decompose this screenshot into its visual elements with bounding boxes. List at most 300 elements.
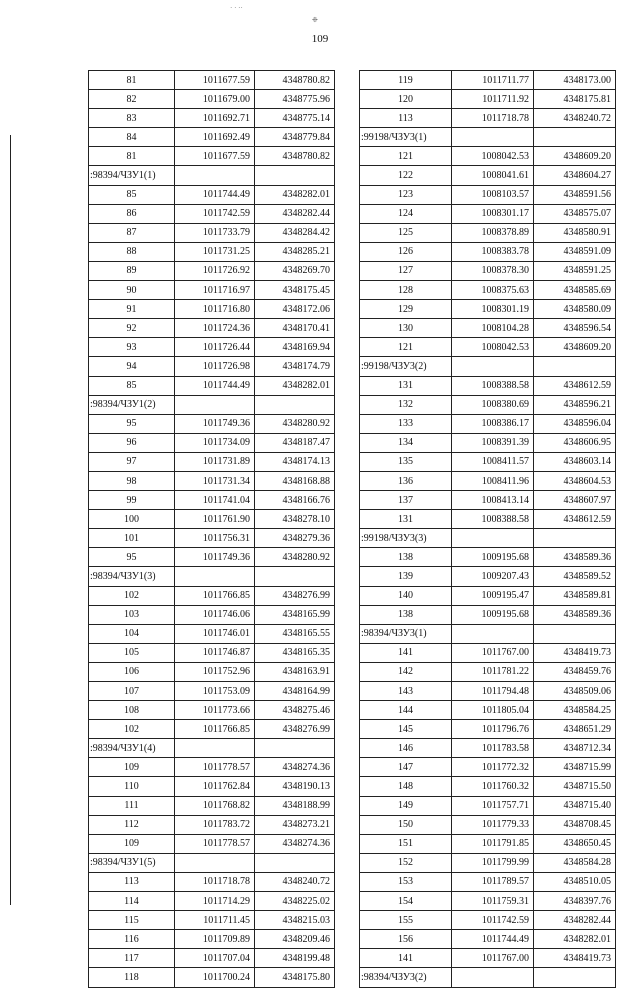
point-number-cell: 134 [360, 433, 452, 452]
x-coordinate-cell: 1011724.36 [175, 319, 255, 338]
y-coordinate-cell: 4348280.92 [255, 548, 335, 567]
point-number-cell: 156 [360, 930, 452, 949]
table-row [360, 739, 616, 758]
x-coordinate-cell: 1008042.53 [452, 338, 534, 357]
table-row [360, 319, 616, 338]
x-coordinate-cell: 1011726.98 [175, 357, 255, 376]
y-coordinate-cell: 4348279.36 [255, 529, 335, 548]
point-number-cell: 150 [360, 815, 452, 834]
y-coordinate-cell: 4348165.35 [255, 643, 335, 662]
point-number-cell: 141 [360, 643, 452, 662]
y-coordinate-cell: 4348596.54 [534, 319, 616, 338]
y-coordinate-cell: 4348580.91 [534, 223, 616, 242]
table-row [89, 548, 335, 567]
x-coordinate-cell: 1008375.63 [452, 281, 534, 300]
y-coordinate-cell: 4348169.94 [255, 338, 335, 357]
point-number-cell: 112 [89, 815, 175, 834]
y-coordinate-cell: 4348164.99 [255, 682, 335, 701]
y-coordinate-cell: 4348419.73 [534, 643, 616, 662]
y-coordinate-cell: 4348240.72 [534, 109, 616, 128]
table-row [89, 261, 335, 280]
y-coordinate-cell [534, 529, 616, 548]
table-row [89, 223, 335, 242]
x-coordinate-cell: 1008413.14 [452, 491, 534, 510]
coordinates-table-right [359, 70, 616, 988]
table-row [360, 853, 616, 872]
table-row [89, 586, 335, 605]
y-coordinate-cell: 4348174.79 [255, 357, 335, 376]
table-row [89, 701, 335, 720]
table-row [360, 777, 616, 796]
point-number-cell: 90 [89, 281, 175, 300]
point-number-cell: 126 [360, 242, 452, 261]
y-coordinate-cell: 4348166.76 [255, 491, 335, 510]
y-coordinate-cell: 4348609.20 [534, 338, 616, 357]
x-coordinate-cell: 1011726.44 [175, 338, 255, 357]
x-coordinate-cell: 1011781.22 [452, 662, 534, 681]
x-coordinate-cell: 1011761.90 [175, 510, 255, 529]
x-coordinate-cell: 1011760.32 [452, 777, 534, 796]
x-coordinate-cell: 1011677.59 [175, 147, 255, 166]
point-number-cell: 113 [89, 872, 175, 891]
x-coordinate-cell: 1011805.04 [452, 701, 534, 720]
parcel-id-cell: :98394/ЧЗУ3(2) [360, 968, 452, 987]
table-row [89, 682, 335, 701]
table-row [360, 567, 616, 586]
x-coordinate-cell: 1011752.96 [175, 662, 255, 681]
x-coordinate-cell: 1011700.24 [175, 968, 255, 987]
table-group-row [360, 968, 616, 987]
point-number-cell: 96 [89, 433, 175, 452]
table-row [89, 71, 335, 90]
point-number-cell: 153 [360, 872, 452, 891]
y-coordinate-cell [255, 166, 335, 185]
point-number-cell: 152 [360, 853, 452, 872]
table-row [89, 147, 335, 166]
x-coordinate-cell: 1011767.00 [452, 643, 534, 662]
table-row [360, 720, 616, 739]
point-number-cell: 92 [89, 319, 175, 338]
x-coordinate-cell: 1008386.17 [452, 414, 534, 433]
x-coordinate-cell: 1011757.71 [452, 796, 534, 815]
x-coordinate-cell: 1011707.04 [175, 949, 255, 968]
point-number-cell: 83 [89, 109, 175, 128]
y-coordinate-cell: 4348240.72 [255, 872, 335, 891]
point-number-cell: 143 [360, 682, 452, 701]
y-coordinate-cell: 4348712.34 [534, 739, 616, 758]
point-number-cell: 130 [360, 319, 452, 338]
x-coordinate-cell [452, 624, 534, 643]
y-coordinate-cell [255, 739, 335, 758]
table-row [360, 376, 616, 395]
y-coordinate-cell: 4348175.80 [255, 968, 335, 987]
table-row [360, 471, 616, 490]
point-number-cell: 95 [89, 548, 175, 567]
table-group-row [89, 853, 335, 872]
parcel-id-cell: :99198/ЧЗУ3(2) [360, 357, 452, 376]
y-coordinate-cell: 4348190.13 [255, 777, 335, 796]
x-coordinate-cell: 1011772.32 [452, 758, 534, 777]
table-row [89, 491, 335, 510]
point-number-cell: 107 [89, 682, 175, 701]
x-coordinate-cell: 1011762.84 [175, 777, 255, 796]
x-coordinate-cell: 1011734.09 [175, 433, 255, 452]
point-number-cell: 140 [360, 586, 452, 605]
y-coordinate-cell: 4348584.28 [534, 853, 616, 872]
x-coordinate-cell: 1011753.09 [175, 682, 255, 701]
y-coordinate-cell: 4348596.04 [534, 414, 616, 433]
point-number-cell: 109 [89, 834, 175, 853]
table-row [89, 510, 335, 529]
table-row [360, 166, 616, 185]
y-coordinate-cell: 4348589.52 [534, 567, 616, 586]
x-coordinate-cell: 1011677.59 [175, 71, 255, 90]
point-number-cell: 116 [89, 930, 175, 949]
y-coordinate-cell: 4348282.01 [255, 185, 335, 204]
table-row [360, 71, 616, 90]
x-coordinate-cell: 1011731.89 [175, 452, 255, 471]
table-row [89, 433, 335, 452]
table-row [89, 911, 335, 930]
x-coordinate-cell: 1011799.99 [452, 853, 534, 872]
point-number-cell: 81 [89, 71, 175, 90]
table-row [360, 414, 616, 433]
point-number-cell: 128 [360, 281, 452, 300]
y-coordinate-cell: 4348715.99 [534, 758, 616, 777]
x-coordinate-cell: 1008041.61 [452, 166, 534, 185]
point-number-cell: 149 [360, 796, 452, 815]
y-coordinate-cell: 4348274.36 [255, 758, 335, 777]
point-number-cell: 138 [360, 548, 452, 567]
x-coordinate-cell: 1011711.45 [175, 911, 255, 930]
table-row [89, 300, 335, 319]
x-coordinate-cell: 1011778.57 [175, 834, 255, 853]
x-coordinate-cell: 1011779.33 [452, 815, 534, 834]
table-row [360, 892, 616, 911]
y-coordinate-cell: 4348606.95 [534, 433, 616, 452]
y-coordinate-cell: 4348188.99 [255, 796, 335, 815]
point-number-cell: 123 [360, 185, 452, 204]
scan-noise-mark: ❉ [312, 16, 318, 24]
parcel-id-cell: :99198/ЧЗУ3(3) [360, 529, 452, 548]
table-row [89, 128, 335, 147]
point-number-cell: 94 [89, 357, 175, 376]
x-coordinate-cell: 1011726.92 [175, 261, 255, 280]
x-coordinate-cell: 1011716.80 [175, 300, 255, 319]
x-coordinate-cell: 1008388.58 [452, 376, 534, 395]
x-coordinate-cell: 1008391.39 [452, 433, 534, 452]
point-number-cell: 142 [360, 662, 452, 681]
point-number-cell: 147 [360, 758, 452, 777]
table-group-row [360, 357, 616, 376]
x-coordinate-cell: 1011778.57 [175, 758, 255, 777]
x-coordinate-cell: 1009207.43 [452, 567, 534, 586]
y-coordinate-cell: 4348282.01 [534, 930, 616, 949]
y-coordinate-cell [534, 624, 616, 643]
y-coordinate-cell: 4348591.09 [534, 242, 616, 261]
x-coordinate-cell: 1011718.78 [175, 872, 255, 891]
point-number-cell: 138 [360, 605, 452, 624]
point-number-cell: 131 [360, 376, 452, 395]
point-number-cell: 121 [360, 338, 452, 357]
x-coordinate-cell: 1008104.28 [452, 319, 534, 338]
table-row [89, 605, 335, 624]
y-coordinate-cell: 4348282.01 [255, 376, 335, 395]
y-coordinate-cell [255, 567, 335, 586]
y-coordinate-cell: 4348165.99 [255, 605, 335, 624]
table-group-row [89, 567, 335, 586]
table-row [89, 319, 335, 338]
point-number-cell: 118 [89, 968, 175, 987]
x-coordinate-cell: 1008042.53 [452, 147, 534, 166]
point-number-cell: 85 [89, 376, 175, 395]
y-coordinate-cell: 4348273.21 [255, 815, 335, 834]
point-number-cell: 110 [89, 777, 175, 796]
table-row [360, 300, 616, 319]
table-row [89, 834, 335, 853]
y-coordinate-cell: 4348275.46 [255, 701, 335, 720]
x-coordinate-cell: 1011789.57 [452, 872, 534, 891]
table-row [360, 433, 616, 452]
point-number-cell: 125 [360, 223, 452, 242]
x-coordinate-cell: 1008301.19 [452, 300, 534, 319]
y-coordinate-cell: 4348603.14 [534, 452, 616, 471]
y-coordinate-cell: 4348575.07 [534, 204, 616, 223]
page-number: 109 [311, 33, 329, 45]
x-coordinate-cell [175, 166, 255, 185]
point-number-cell: 133 [360, 414, 452, 433]
table-group-row [360, 128, 616, 147]
table-row [360, 338, 616, 357]
table-row [360, 662, 616, 681]
x-coordinate-cell: 1011783.72 [175, 815, 255, 834]
table-row [360, 701, 616, 720]
x-coordinate-cell: 1011766.85 [175, 586, 255, 605]
x-coordinate-cell: 1011711.92 [452, 90, 534, 109]
table-row [89, 758, 335, 777]
point-number-cell: 104 [89, 624, 175, 643]
x-coordinate-cell: 1011744.49 [175, 376, 255, 395]
y-coordinate-cell: 4348585.69 [534, 281, 616, 300]
x-coordinate-cell [175, 853, 255, 872]
y-coordinate-cell: 4348172.06 [255, 300, 335, 319]
point-number-cell: 120 [360, 90, 452, 109]
point-number-cell: 102 [89, 720, 175, 739]
point-number-cell: 87 [89, 223, 175, 242]
y-coordinate-cell: 4348215.03 [255, 911, 335, 930]
x-coordinate-cell: 1008378.89 [452, 223, 534, 242]
point-number-cell: 115 [89, 911, 175, 930]
table-row [360, 949, 616, 968]
table-row [360, 395, 616, 414]
table-row [360, 930, 616, 949]
margin-line [10, 135, 11, 905]
point-number-cell: 148 [360, 777, 452, 796]
point-number-cell: 99 [89, 491, 175, 510]
parcel-id-cell: :98394/ЧЗУ3(1) [360, 624, 452, 643]
table-group-row [89, 166, 335, 185]
x-coordinate-cell [452, 128, 534, 147]
point-number-cell: 113 [360, 109, 452, 128]
y-coordinate-cell: 4348187.47 [255, 433, 335, 452]
table-row [360, 491, 616, 510]
x-coordinate-cell: 1011709.89 [175, 930, 255, 949]
point-number-cell: 105 [89, 643, 175, 662]
point-number-cell: 119 [360, 71, 452, 90]
table-row [360, 510, 616, 529]
x-coordinate-cell: 1011746.06 [175, 605, 255, 624]
table-group-row [89, 395, 335, 414]
x-coordinate-cell [452, 529, 534, 548]
y-coordinate-cell: 4348175.81 [534, 90, 616, 109]
point-number-cell: 155 [360, 911, 452, 930]
point-number-cell: 122 [360, 166, 452, 185]
x-coordinate-cell: 1008301.17 [452, 204, 534, 223]
point-number-cell: 86 [89, 204, 175, 223]
x-coordinate-cell: 1008411.57 [452, 452, 534, 471]
parcel-id-cell: :98394/ЧЗУ1(2) [89, 395, 175, 414]
table-row [89, 281, 335, 300]
point-number-cell: 95 [89, 414, 175, 433]
y-coordinate-cell [534, 357, 616, 376]
y-coordinate-cell: 4348168.88 [255, 471, 335, 490]
y-coordinate-cell: 4348607.97 [534, 491, 616, 510]
y-coordinate-cell: 4348459.76 [534, 662, 616, 681]
table-row [89, 892, 335, 911]
parcel-id-cell: :98394/ЧЗУ1(4) [89, 739, 175, 758]
y-coordinate-cell: 4348589.36 [534, 605, 616, 624]
parcel-id-cell: :98394/ЧЗУ1(3) [89, 567, 175, 586]
y-coordinate-cell: 4348285.21 [255, 242, 335, 261]
point-number-cell: 114 [89, 892, 175, 911]
table-row [89, 720, 335, 739]
y-coordinate-cell: 4348584.25 [534, 701, 616, 720]
y-coordinate-cell: 4348199.48 [255, 949, 335, 968]
y-coordinate-cell: 4348591.56 [534, 185, 616, 204]
table-row [89, 376, 335, 395]
table-row [89, 624, 335, 643]
table-group-row [89, 739, 335, 758]
y-coordinate-cell: 4348589.36 [534, 548, 616, 567]
x-coordinate-cell: 1011767.00 [452, 949, 534, 968]
table-row [89, 452, 335, 471]
table-row [360, 605, 616, 624]
table-row [360, 911, 616, 930]
y-coordinate-cell: 4348775.14 [255, 109, 335, 128]
table-row [89, 471, 335, 490]
point-number-cell: 100 [89, 510, 175, 529]
table-group-row [360, 529, 616, 548]
x-coordinate-cell: 1008411.96 [452, 471, 534, 490]
point-number-cell: 102 [89, 586, 175, 605]
point-number-cell: 109 [89, 758, 175, 777]
y-coordinate-cell: 4348173.00 [534, 71, 616, 90]
x-coordinate-cell: 1011768.82 [175, 796, 255, 815]
x-coordinate-cell [175, 395, 255, 414]
point-number-cell: 93 [89, 338, 175, 357]
x-coordinate-cell: 1011746.01 [175, 624, 255, 643]
x-coordinate-cell: 1009195.68 [452, 548, 534, 567]
y-coordinate-cell [255, 395, 335, 414]
x-coordinate-cell: 1011733.79 [175, 223, 255, 242]
point-number-cell: 145 [360, 720, 452, 739]
point-number-cell: 136 [360, 471, 452, 490]
x-coordinate-cell: 1011718.78 [452, 109, 534, 128]
table-row [89, 815, 335, 834]
y-coordinate-cell: 4348282.44 [255, 204, 335, 223]
y-coordinate-cell: 4348780.82 [255, 147, 335, 166]
x-coordinate-cell [452, 357, 534, 376]
x-coordinate-cell: 1011791.85 [452, 834, 534, 853]
y-coordinate-cell: 4348174.13 [255, 452, 335, 471]
point-number-cell: 154 [360, 892, 452, 911]
y-coordinate-cell: 4348419.73 [534, 949, 616, 968]
x-coordinate-cell: 1011742.59 [452, 911, 534, 930]
y-coordinate-cell: 4348276.99 [255, 586, 335, 605]
x-coordinate-cell: 1011744.49 [452, 930, 534, 949]
table-row [360, 643, 616, 662]
x-coordinate-cell [175, 739, 255, 758]
x-coordinate-cell: 1011741.04 [175, 491, 255, 510]
table-row [89, 185, 335, 204]
scan-noise-top: · · ·· [230, 4, 243, 12]
point-number-cell: 111 [89, 796, 175, 815]
table-row [360, 242, 616, 261]
table-row [89, 662, 335, 681]
table-row [360, 872, 616, 891]
y-coordinate-cell: 4348163.91 [255, 662, 335, 681]
x-coordinate-cell: 1008383.78 [452, 242, 534, 261]
table-row [89, 796, 335, 815]
table-row [89, 643, 335, 662]
y-coordinate-cell: 4348278.10 [255, 510, 335, 529]
x-coordinate-cell: 1011746.87 [175, 643, 255, 662]
y-coordinate-cell: 4348612.59 [534, 510, 616, 529]
x-coordinate-cell: 1011749.36 [175, 548, 255, 567]
table-row [89, 338, 335, 357]
table-row [89, 872, 335, 891]
table-row [360, 261, 616, 280]
y-coordinate-cell: 4348580.09 [534, 300, 616, 319]
x-coordinate-cell: 1011744.49 [175, 185, 255, 204]
y-coordinate-cell: 4348225.02 [255, 892, 335, 911]
table-row [360, 586, 616, 605]
y-coordinate-cell: 4348609.20 [534, 147, 616, 166]
x-coordinate-cell: 1011711.77 [452, 71, 534, 90]
point-number-cell: 101 [89, 529, 175, 548]
y-coordinate-cell: 4348397.76 [534, 892, 616, 911]
x-coordinate-cell: 1011716.97 [175, 281, 255, 300]
table-row [89, 357, 335, 376]
coordinates-table-left [88, 70, 335, 988]
point-number-cell: 108 [89, 701, 175, 720]
table-row [89, 777, 335, 796]
table-row [360, 758, 616, 777]
y-coordinate-cell: 4348175.45 [255, 281, 335, 300]
x-coordinate-cell: 1011756.31 [175, 529, 255, 548]
table-row [360, 185, 616, 204]
table-row [89, 930, 335, 949]
y-coordinate-cell: 4348170.41 [255, 319, 335, 338]
point-number-cell: 139 [360, 567, 452, 586]
table-row [360, 90, 616, 109]
x-coordinate-cell: 1008380.69 [452, 395, 534, 414]
point-number-cell: 151 [360, 834, 452, 853]
y-coordinate-cell: 4348209.46 [255, 930, 335, 949]
table-row [89, 414, 335, 433]
table-row [360, 834, 616, 853]
table-row [89, 949, 335, 968]
